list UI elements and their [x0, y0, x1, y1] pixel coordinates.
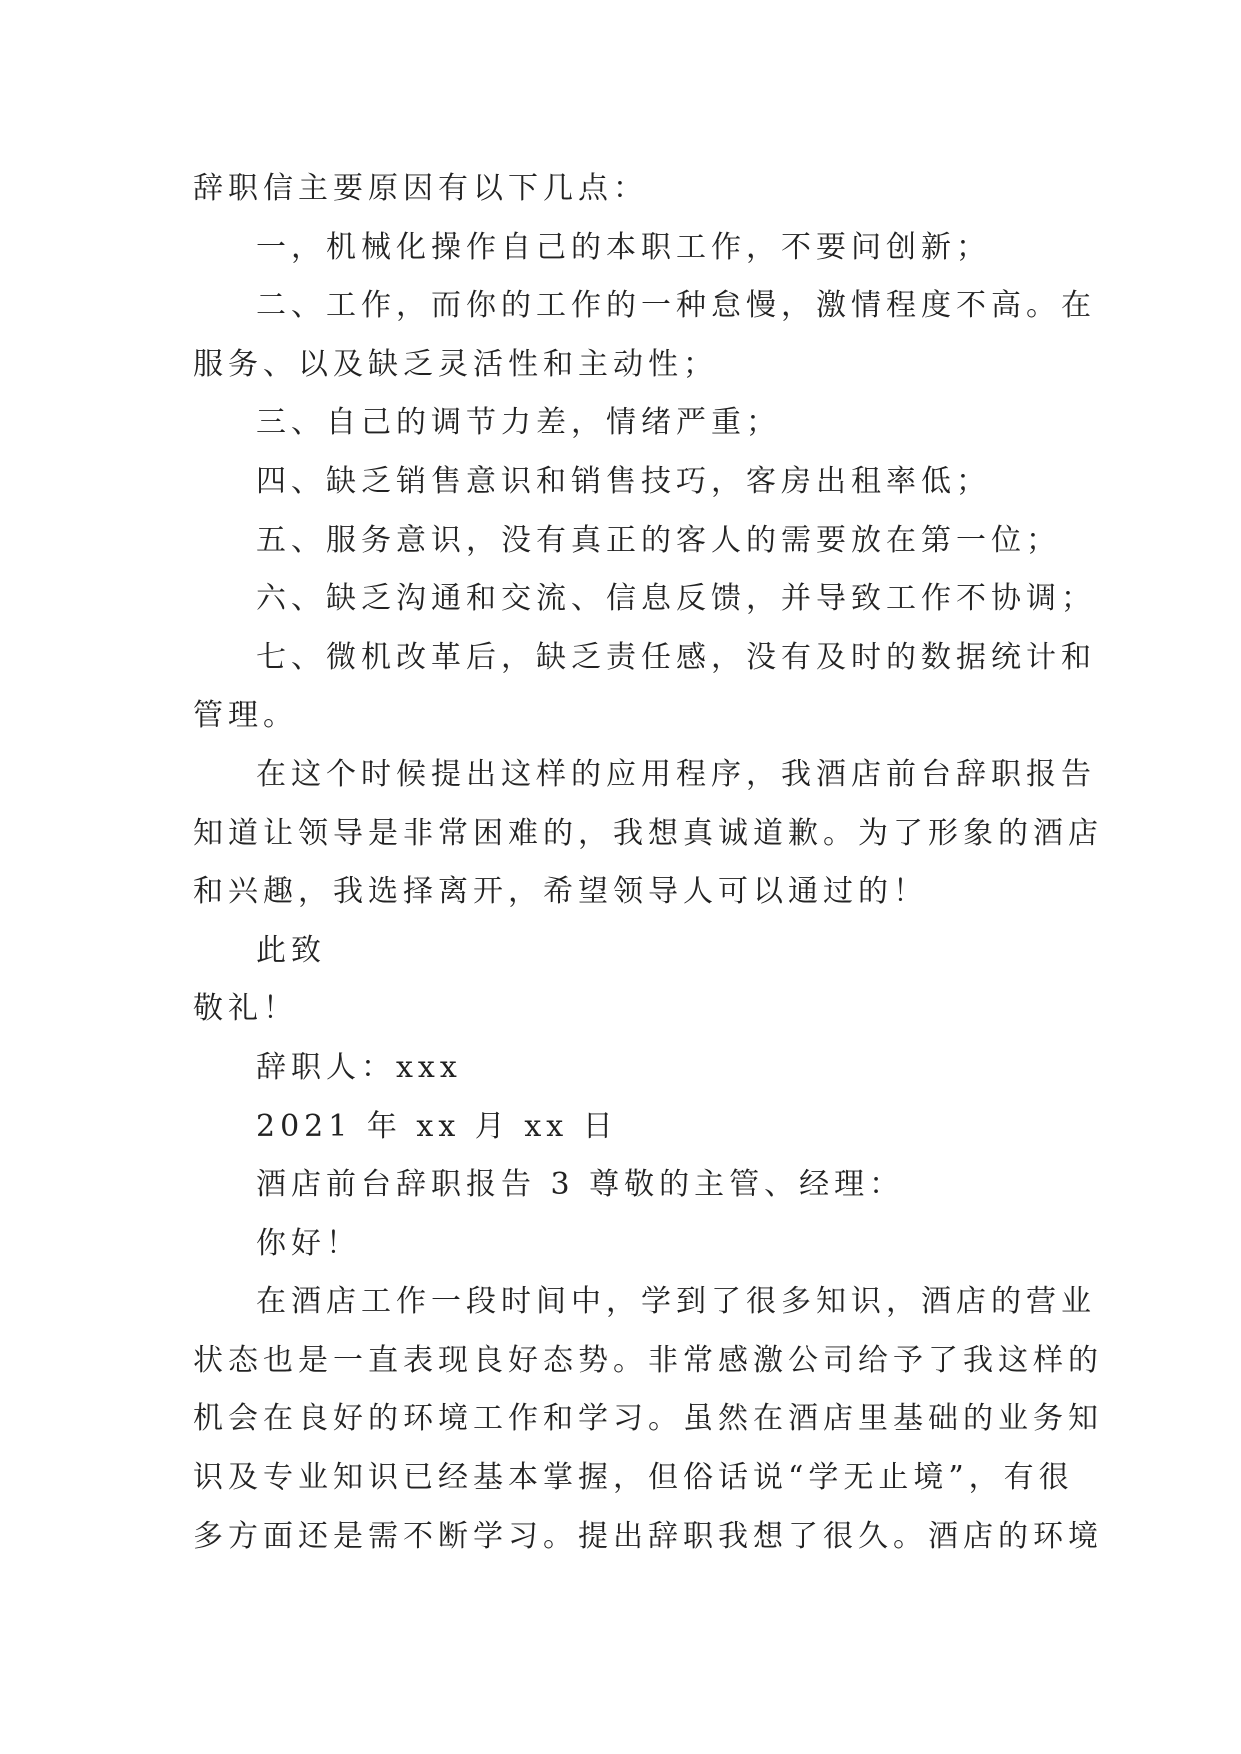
text-line: 知道让领导是非常困难的，我想真诚道歉。为了形象的酒店 [193, 815, 1103, 851]
text-line: 识及专业知识已经基本掌握，但俗话说“学无止境”，有很 [193, 1460, 1074, 1496]
text-line: 服务、以及缺乏灵活性和主动性； [193, 346, 718, 382]
text-line: 六、缺乏沟通和交流、信息反馈，并导致工作不协调； [256, 581, 1096, 617]
text-line: 2021 年 xx 月 xx 日 [256, 1108, 618, 1144]
text-line: 一，机械化操作自己的本职工作，不要问创新； [256, 229, 991, 265]
text-line: 机会在良好的环境工作和学习。虽然在酒店里基础的业务知 [193, 1401, 1103, 1437]
document-body [193, 160, 1103, 1566]
text-line: 在这个时候提出这样的应用程序，我酒店前台辞职报告 [256, 756, 1096, 792]
text-line: 七、微机改革后，缺乏责任感，没有及时的数据统计和 [256, 639, 1096, 675]
text-line: 辞职人：xxx [256, 1049, 462, 1085]
text-line: 状态也是一直表现良好态势。非常感激公司给予了我这样的 [193, 1342, 1103, 1378]
text-line: 你好！ [256, 1225, 361, 1261]
text-line: 此致 [256, 932, 326, 968]
text-line: 五、服务意识，没有真正的客人的需要放在第一位； [256, 522, 1061, 558]
text-line: 二、工作，而你的工作的一种怠慢，激情程度不高。在 [256, 288, 1096, 324]
text-line: 和兴趣，我选择离开，希望领导人可以通过的！ [193, 874, 928, 910]
text-line: 酒店前台辞职报告 3 尊敬的主管、经理： [256, 1167, 905, 1203]
text-line: 在酒店工作一段时间中，学到了很多知识，酒店的营业 [256, 1284, 1096, 1320]
text-line: 管理。 [193, 698, 298, 734]
text-line: 三、自己的调节力差，情绪严重； [256, 405, 781, 441]
text-line: 四、缺乏销售意识和销售技巧，客房出租率低； [256, 463, 991, 499]
text-line: 多方面还是需不断学习。提出辞职我想了很久。酒店的环境 [193, 1518, 1103, 1554]
text-line: 辞职信主要原因有以下几点： [193, 171, 648, 206]
text-line: 敬礼！ [193, 991, 298, 1027]
